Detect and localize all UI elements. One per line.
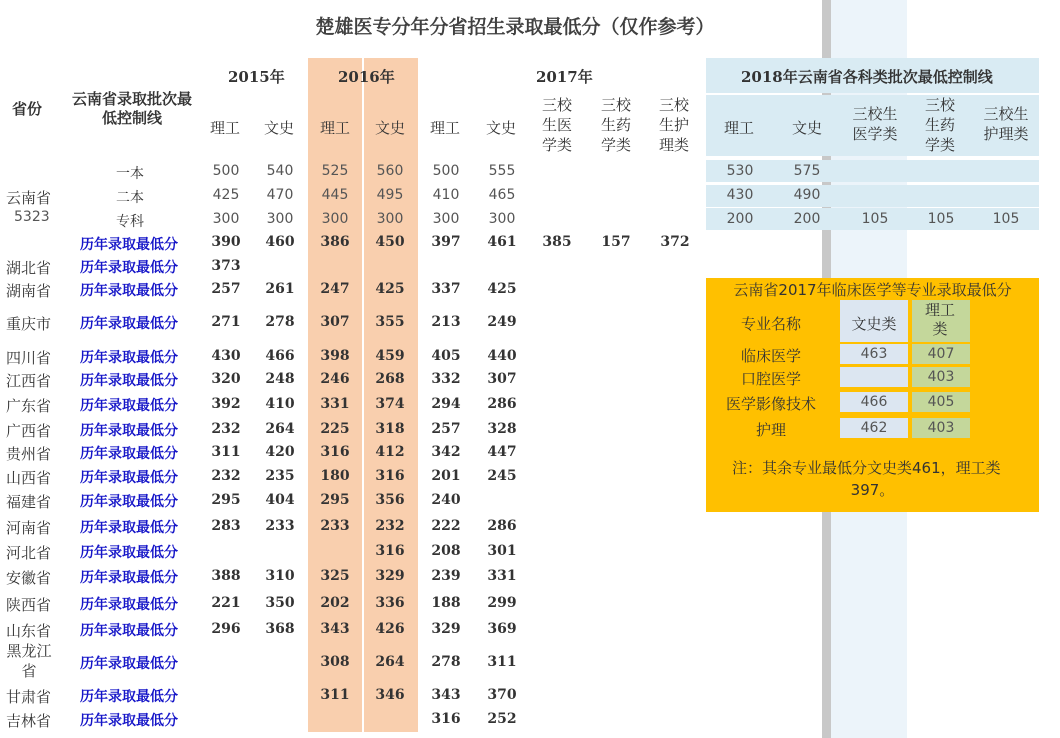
score-cell: 311 [211, 444, 241, 460]
score-cell: 180 [320, 468, 350, 484]
score-cell: 560 [376, 163, 404, 179]
score-cell: 300 [212, 211, 240, 227]
sub-2018-sanxiao-yi: 三校生医学类 [852, 105, 898, 143]
score-cell: 257 [211, 281, 241, 297]
score-cell: 410 [265, 396, 295, 412]
score-cell: 239 [431, 568, 461, 584]
score-cell: 331 [320, 396, 350, 412]
score-cell: 525 [321, 163, 349, 179]
history-label: 历年录取最低分 [80, 470, 178, 486]
history-label: 历年录取最低分 [80, 446, 178, 462]
province-yunnan-code: 5323 [14, 209, 50, 225]
sub-2018-wen: 文史 [792, 119, 823, 137]
province-name: 黑龙江省 [6, 642, 52, 680]
history-label: 历年录取最低分 [80, 373, 178, 389]
score-cell: 555 [488, 163, 516, 179]
score-cell: 343 [320, 621, 350, 637]
score-cell: 343 [431, 687, 461, 703]
yunnan-batch-label: 二本 [116, 190, 144, 206]
page-title: 楚雄医专分年分省招生录取最低分（仅作参考） [315, 16, 715, 38]
sub-2015-wen: 文史 [264, 119, 295, 137]
history-label: 历年录取最低分 [80, 570, 178, 586]
province-name: 吉林省 [6, 712, 52, 730]
header-2018: 2018年云南省各科类批次最低控制线 [741, 68, 993, 86]
score-cell: 213 [431, 314, 461, 330]
score-cell: 372 [660, 234, 690, 250]
score-cell-2018: 575 [793, 163, 821, 179]
score-cell-2018: 430 [726, 187, 754, 203]
sub-2017-sanxiao-hu: 三校生护理类 [658, 96, 689, 154]
specialty-note-line1: 注：其余专业最低分文史类461，理工类 [732, 459, 1001, 477]
score-cell: 201 [431, 468, 461, 484]
score-cell: 264 [375, 654, 405, 670]
score-cell: 278 [431, 654, 461, 670]
score-cell: 316 [320, 444, 350, 460]
specialty-col-li: 理工类 [924, 301, 955, 338]
score-cell: 370 [487, 687, 517, 703]
score-cell: 369 [487, 621, 517, 637]
province-name: 湖南省 [6, 282, 52, 300]
score-cell: 426 [375, 621, 405, 637]
sub-2017-sanxiao-yao: 三校生药学类 [600, 96, 631, 154]
specialty-wen-score: 463 [860, 346, 888, 362]
score-cell: 346 [375, 687, 405, 703]
history-label: 历年录取最低分 [80, 260, 178, 276]
score-cell-2018: 105 [861, 211, 889, 227]
specialty-wen-score: 462 [860, 420, 888, 436]
score-cell: 425 [487, 281, 517, 297]
score-cell: 460 [265, 234, 295, 250]
score-cell: 461 [487, 234, 517, 250]
score-cell: 368 [265, 621, 295, 637]
score-cell: 286 [487, 518, 517, 534]
score-cell: 264 [265, 421, 295, 437]
score-cell: 325 [320, 568, 350, 584]
province-yunnan: 云南省 [6, 189, 52, 207]
score-cell: 329 [375, 568, 405, 584]
score-cell: 331 [487, 568, 517, 584]
specialty-li-score: 403 [927, 420, 955, 436]
score-cell: 447 [487, 444, 517, 460]
province-name: 广西省 [6, 422, 52, 440]
history-label: 历年录取最低分 [80, 237, 178, 253]
score-cell: 248 [265, 371, 295, 387]
specialty-note-line2: 397。 [850, 481, 895, 499]
score-cell: 235 [265, 468, 295, 484]
score-cell: 300 [266, 211, 294, 227]
score-cell: 332 [431, 371, 461, 387]
score-cell: 404 [265, 492, 295, 508]
province-name: 安徽省 [6, 569, 52, 587]
score-cell: 355 [375, 314, 405, 330]
sub-2018-sanxiao-hu: 三校生护理类 [983, 105, 1029, 143]
score-cell: 398 [320, 348, 350, 364]
sub-2015-like: 理工 [210, 119, 241, 137]
score-cell: 157 [601, 234, 631, 250]
score-cell-2018: 105 [992, 211, 1020, 227]
header-2017: 2017年 [536, 68, 593, 86]
score-cell: 459 [375, 348, 405, 364]
sub-2016-wen: 文史 [375, 119, 406, 137]
score-cell-2018: 490 [793, 187, 821, 203]
header-2016: 2016年 [338, 68, 395, 86]
specialty-li-score: 405 [927, 394, 955, 410]
specialty-name: 口腔医学 [740, 370, 801, 388]
score-cell: 268 [375, 371, 405, 387]
score-cell: 495 [376, 187, 404, 203]
score-cell: 385 [542, 234, 572, 250]
sub-2018-sanxiao-yao: 三校生药学类 [924, 96, 955, 154]
score-cell: 202 [320, 595, 350, 611]
province-name: 河南省 [6, 519, 52, 537]
sub-2017-wen: 文史 [486, 119, 517, 137]
province-name: 江西省 [6, 372, 52, 390]
score-cell: 294 [431, 396, 461, 412]
history-label: 历年录取最低分 [80, 623, 178, 639]
score-cell: 233 [265, 518, 295, 534]
score-cell: 311 [320, 687, 350, 703]
specialty-name: 医学影像技术 [725, 395, 816, 413]
score-cell: 222 [431, 518, 461, 534]
score-cell: 247 [320, 281, 350, 297]
province-name: 贵州省 [6, 445, 52, 463]
score-cell: 342 [431, 444, 461, 460]
header-2015: 2015年 [228, 68, 285, 86]
history-label: 历年录取最低分 [80, 494, 178, 510]
score-cell: 440 [487, 348, 517, 364]
score-cell: 225 [320, 421, 350, 437]
score-cell: 249 [487, 314, 517, 330]
score-cell: 500 [432, 163, 460, 179]
score-cell: 470 [266, 187, 294, 203]
specialty-name: 临床医学 [740, 347, 801, 365]
score-cell: 295 [211, 492, 241, 508]
history-label: 历年录取最低分 [80, 656, 178, 672]
province-name: 重庆市 [6, 315, 52, 333]
score-cell: 233 [320, 518, 350, 534]
score-cell: 337 [431, 281, 461, 297]
score-cell: 316 [375, 468, 405, 484]
score-cell: 425 [375, 281, 405, 297]
score-cell: 466 [265, 348, 295, 364]
score-cell: 350 [265, 595, 295, 611]
score-cell: 328 [487, 421, 517, 437]
history-label: 历年录取最低分 [80, 713, 178, 729]
score-cell: 356 [375, 492, 405, 508]
province-name: 陕西省 [6, 596, 52, 614]
score-cell: 336 [375, 595, 405, 611]
score-cell: 307 [320, 314, 350, 330]
score-cell: 283 [211, 518, 241, 534]
sub-2018-like: 理工 [724, 119, 755, 137]
specialty-title: 云南省2017年临床医学等专业录取最低分 [733, 281, 1012, 299]
specialty-li-score: 403 [927, 369, 955, 385]
score-cell: 295 [320, 492, 350, 508]
score-cell: 465 [488, 187, 516, 203]
specialty-wen-bg [840, 367, 908, 387]
province-name: 甘肃省 [6, 688, 52, 706]
score-cell: 410 [432, 187, 460, 203]
score-cell: 300 [432, 211, 460, 227]
specialty-wen-score: 466 [860, 394, 888, 410]
score-cell: 318 [375, 421, 405, 437]
specialty-li-score: 407 [927, 346, 955, 362]
score-cell: 374 [375, 396, 405, 412]
score-cell: 373 [211, 258, 241, 274]
score-cell: 316 [375, 543, 405, 559]
yunnan-batch-label: 专科 [116, 214, 144, 230]
history-label: 历年录取最低分 [80, 398, 178, 414]
score-cell: 425 [212, 187, 240, 203]
score-cell: 271 [211, 314, 241, 330]
sub-2016-like: 理工 [320, 119, 351, 137]
score-cell: 257 [431, 421, 461, 437]
score-cell: 300 [321, 211, 349, 227]
score-cell: 540 [266, 163, 294, 179]
province-name: 河北省 [6, 544, 52, 562]
history-label: 历年录取最低分 [80, 350, 178, 366]
history-label: 历年录取最低分 [80, 689, 178, 705]
score-cell: 232 [211, 421, 241, 437]
history-label: 历年录取最低分 [80, 597, 178, 613]
score-cell: 188 [431, 595, 461, 611]
history-label: 历年录取最低分 [80, 520, 178, 536]
score-cell: 390 [211, 234, 241, 250]
score-cell: 445 [321, 187, 349, 203]
score-cell: 386 [320, 234, 350, 250]
score-cell: 208 [431, 543, 461, 559]
score-cell-2018: 200 [793, 211, 821, 227]
specialty-col-name: 专业名称 [740, 315, 801, 333]
history-label: 历年录取最低分 [80, 283, 178, 299]
score-cell: 245 [487, 468, 517, 484]
score-cell: 311 [487, 654, 517, 670]
score-cell: 232 [375, 518, 405, 534]
score-cell: 450 [375, 234, 405, 250]
score-cell: 316 [431, 711, 461, 727]
score-cell: 300 [488, 211, 516, 227]
province-name: 湖北省 [6, 259, 52, 277]
score-cell: 301 [487, 543, 517, 559]
header-yunnan-batch: 云南省录取批次最低控制线 [72, 90, 193, 127]
province-name: 山西省 [6, 469, 52, 487]
score-cell: 405 [431, 348, 461, 364]
score-cell: 240 [431, 492, 461, 508]
score-cell: 278 [265, 314, 295, 330]
specialty-col-wen: 文史类 [851, 315, 897, 333]
score-cell: 320 [211, 371, 241, 387]
score-cell: 412 [375, 444, 405, 460]
sub-2017-like: 理工 [430, 119, 461, 137]
score-cell: 420 [265, 444, 295, 460]
score-cell: 430 [211, 348, 241, 364]
score-cell: 392 [211, 396, 241, 412]
score-cell: 296 [211, 621, 241, 637]
history-label: 历年录取最低分 [80, 545, 178, 561]
score-cell: 261 [265, 281, 295, 297]
score-cell: 500 [212, 163, 240, 179]
province-name: 山东省 [6, 622, 52, 640]
score-cell: 397 [431, 234, 461, 250]
score-cell: 252 [487, 711, 517, 727]
score-cell: 246 [320, 371, 350, 387]
specialty-name: 护理 [755, 421, 786, 439]
score-cell-2018: 530 [726, 163, 754, 179]
score-cell: 221 [211, 595, 241, 611]
score-cell: 307 [487, 371, 517, 387]
score-cell-2018: 200 [726, 211, 754, 227]
province-name: 福建省 [6, 493, 52, 511]
history-label: 历年录取最低分 [80, 423, 178, 439]
province-name: 广东省 [6, 397, 52, 415]
score-cell: 300 [376, 211, 404, 227]
score-cell: 308 [320, 654, 350, 670]
score-cell: 388 [211, 568, 241, 584]
score-cell: 286 [487, 396, 517, 412]
sub-2017-sanxiao-yi: 三校生医学类 [541, 96, 572, 154]
score-cell: 329 [431, 621, 461, 637]
history-label: 历年录取最低分 [80, 316, 178, 332]
score-cell: 232 [211, 468, 241, 484]
score-cell: 310 [265, 568, 295, 584]
yunnan-batch-label: 一本 [116, 166, 144, 182]
province-name: 四川省 [6, 349, 52, 367]
score-cell: 299 [487, 595, 517, 611]
header-province: 省份 [12, 100, 43, 118]
score-cell-2018: 105 [927, 211, 955, 227]
